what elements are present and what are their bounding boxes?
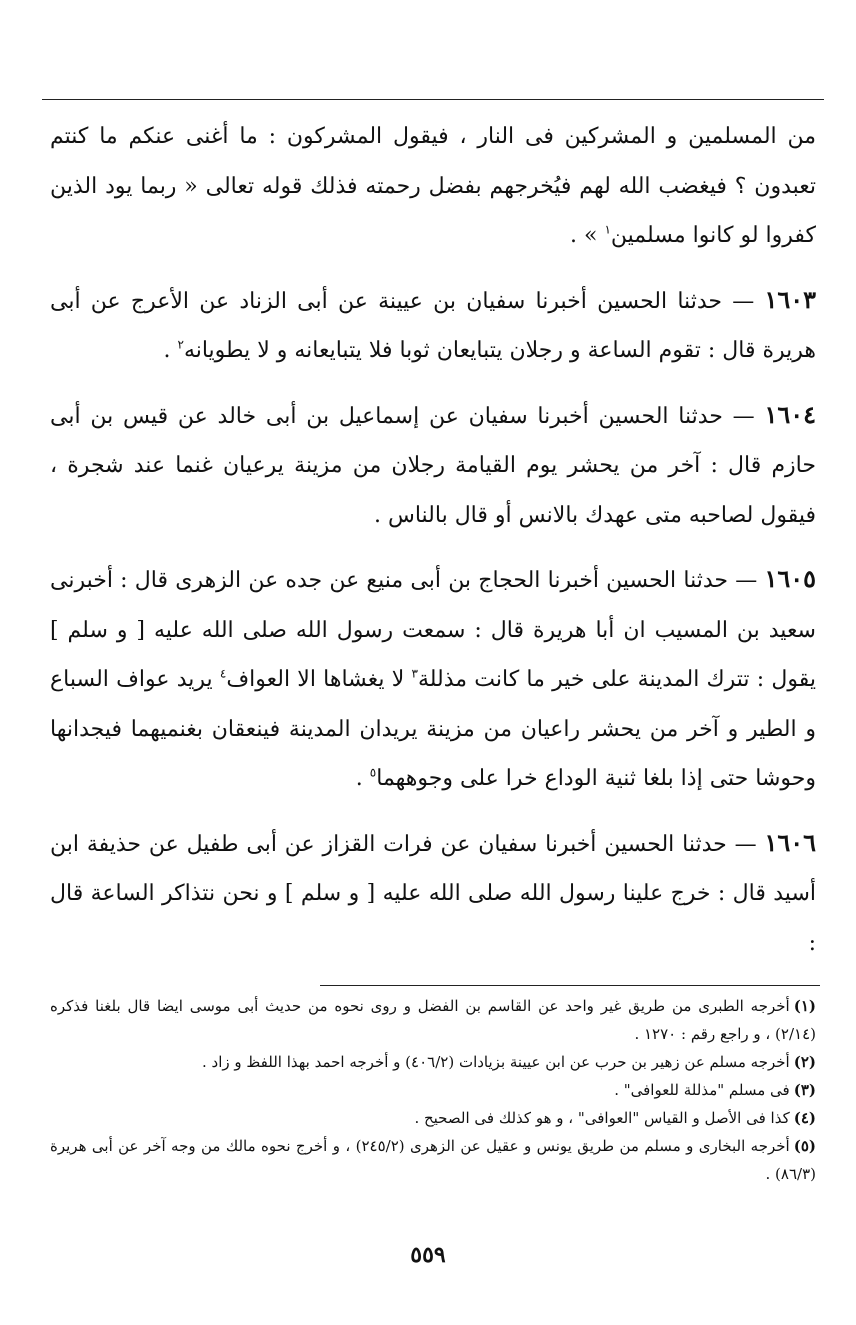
footnote-text: أخرجه الطبرى من طريق غير واحد عن القاسم بن الفضل و روى نحوه من حديث أبى موسى ايضا قال بلغنا فذكره (٢/١٤) ، و راجع رقم : ١٢٧٠ . xyxy=(50,997,816,1043)
top-rule xyxy=(42,99,824,100)
footnote-ref: ٤ xyxy=(219,666,227,681)
hadith-text: يريد عواف السباع و الطير و آخر من يحشر راعيان من مزينة يريدان المدينة فينعقان بغنميهما فيجدانها وحوشا حتى إذا بلغا ثنية الوداع خرا على وجوههما xyxy=(50,667,816,791)
hadith-1603 xyxy=(50,275,816,376)
footnote-ref: ٣ xyxy=(411,666,418,681)
footnote-text: كذا فى الأصل و القياس "العوافى" ، و هو كذلك فى الصحيح . xyxy=(414,1109,790,1127)
footnote-label: (١) xyxy=(793,997,816,1015)
hadith-end: . xyxy=(163,338,178,363)
footnote-ref: ٢ xyxy=(177,337,184,352)
footnote-text: أخرجه مسلم عن زهير بن حرب عن ابن عيينة بزيادات (٤٠٦/٢) و أخرجه احمد بهذا اللفظ و زاد . xyxy=(202,1053,790,1071)
hadith-1605 xyxy=(50,554,816,804)
hadith-number: ١٦٠٤ xyxy=(764,399,816,429)
hadith-text: — حدثنا الحسين أخبرنا سفيان عن فرات القزاز عن أبى طفيل عن حذيفة ابن أسيد قال : خرج علينا رسول الله صلى الله عليه [ و سلم ] و نحن نتذاكر الساعة قال : xyxy=(50,831,816,956)
footnote xyxy=(50,1076,816,1104)
intro-paragraph xyxy=(50,112,816,261)
footnote-ref: ١ xyxy=(604,222,611,237)
footnote-text: أخرجه البخارى و مسلم من طريق يونس و عقيل عن الزهرى (٢٤٥/٢) ، و أخرج نحوه مالك من وجه آخر عن أبى هريرة (٨٦/٣) . xyxy=(50,1137,816,1183)
hadith-text: — حدثنا الحسين أخبرنا الحجاج بن أبى منيع عن جده عن الزهرى قال : أخبرنى سعيد بن المسيب ان أبا هريرة قال : سمعت رسول الله صلى الله عليه [ و سلم ] يقول : تترك المدينة على خير ما كانت مذللة xyxy=(50,568,817,692)
hadith-1606 xyxy=(50,818,816,969)
hadith-number: ١٦٠٣ xyxy=(764,284,816,314)
hadith-number: ١٦٠٦ xyxy=(764,827,816,857)
footnote-label: (٥) xyxy=(793,1137,816,1155)
footnote-text: فى مسلم "مذللة للعوافى" . xyxy=(614,1081,790,1099)
main-text xyxy=(50,112,816,982)
hadith-end: . xyxy=(355,766,370,791)
footnote xyxy=(50,1048,816,1076)
footnote-label: (٤) xyxy=(793,1109,816,1127)
hadith-1604 xyxy=(50,390,816,541)
footnote xyxy=(50,992,816,1048)
hadith-number: ١٦٠٥ xyxy=(764,564,816,593)
footnotes xyxy=(50,992,816,1188)
hadith-text: — حدثنا الحسين أخبرنا سفيان عن إسماعيل بن أبى خالد عن قيس بن أبى حازم قال : آخر من يحشر يوم القيامة رجلان من مزينة يرعيان غنما عند شجرة ، فيقول لصاحبه متى عهدك بالانس أو قال بالناس . xyxy=(50,403,816,528)
footnote xyxy=(50,1104,816,1132)
footnote xyxy=(50,1132,816,1188)
hadith-text: — حدثنا الحسين أخبرنا سفيان بن عيينة عن أبى الزناد عن الأعرج عن أبى هريرة قال : تقوم الساعة و رجلان يتبايعان ثوبا فلا يتبايعانه و لا يطويانه xyxy=(50,288,816,363)
footnote-label: (٢) xyxy=(793,1053,816,1071)
footnote-label: (٣) xyxy=(793,1081,816,1099)
page-number: ٥٥٩ xyxy=(410,1242,446,1268)
intro-end: » . xyxy=(569,223,605,248)
intro-text: من المسلمين و المشركين فى النار ، فيقول المشركون : ما أغنى عنكم ما كنتم تعبدون ؟ فيغضب الله لهم فيُخرجهم بفضل رحمته فذلك قوله تعالى « ربما يود الذين كفروا لو كانوا مسلمين xyxy=(50,124,816,248)
footnote-rule xyxy=(320,985,820,986)
hadith-text: لا يغشاها الا العواف xyxy=(226,667,412,692)
footnote-ref: ٥ xyxy=(369,765,377,780)
